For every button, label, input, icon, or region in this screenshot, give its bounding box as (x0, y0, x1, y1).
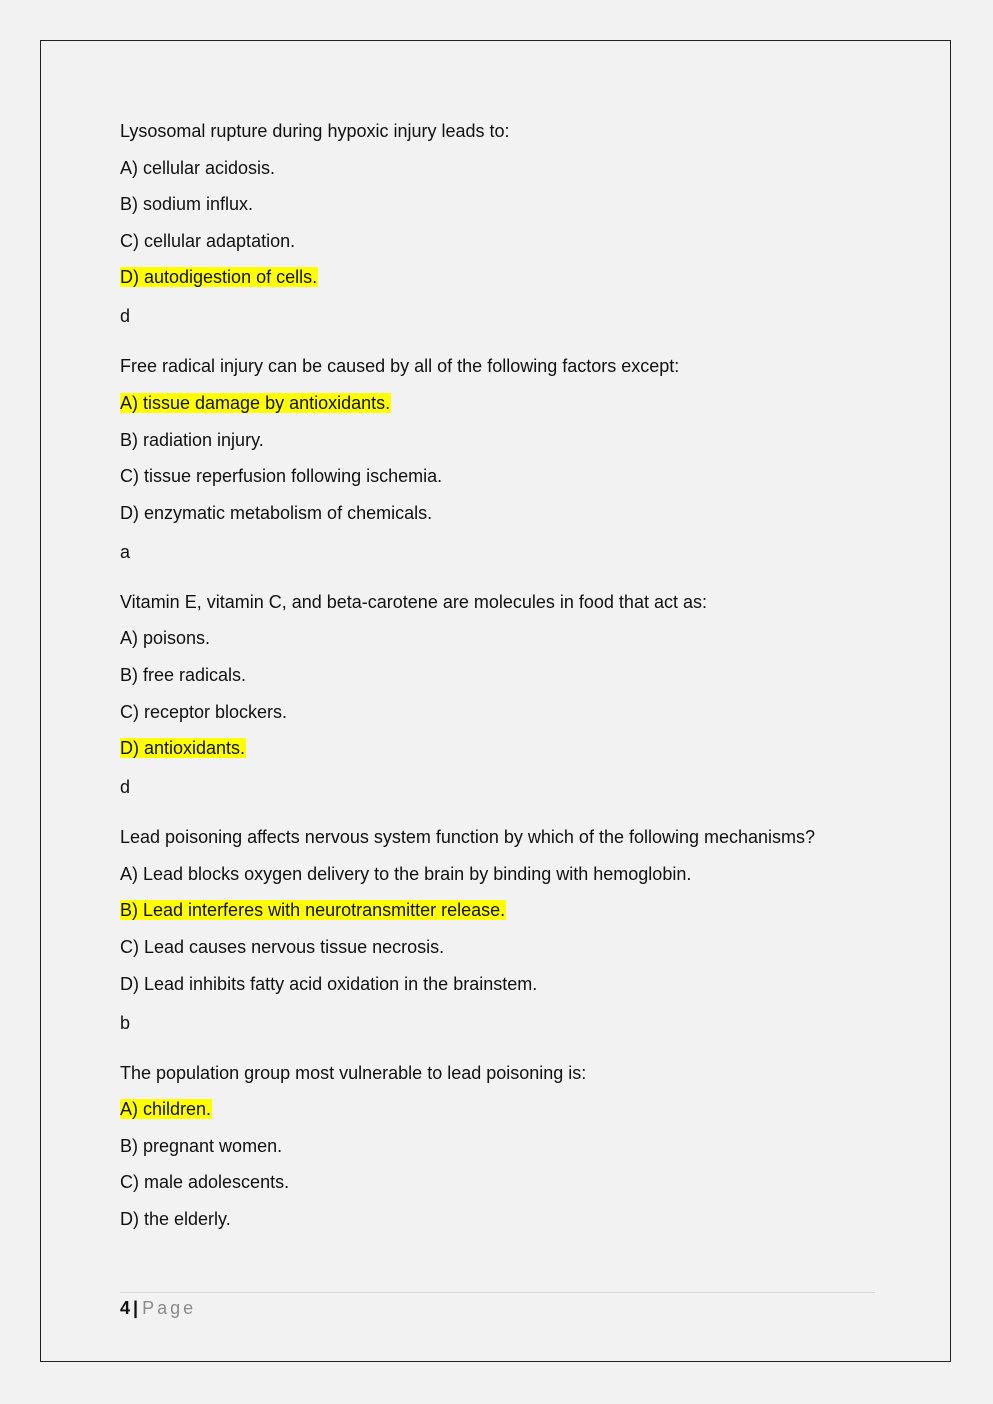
option-a-highlighted: A) children. (120, 1099, 212, 1120)
question-stem: Lysosomal rupture during hypoxic injury leads to: (120, 121, 510, 141)
question-stem: The population group most vulnerable to lead poisoning is: (120, 1062, 587, 1083)
question-stem: Lead poisoning affects nervous system function by which of the following mechanisms? (120, 827, 816, 848)
question-block (120, 589, 880, 800)
question-stem: Free radical injury can be caused by all of the following factors except: (120, 356, 680, 377)
document-body (120, 118, 880, 1242)
option-d: D) enzymatic metabolism of chemicals. (120, 502, 433, 523)
footer-divider (120, 1292, 875, 1293)
option-c: C) tissue reperfusion following ischemia. (120, 466, 443, 487)
option-d: D) Lead inhibits fatty acid oxidation in the brainstem. (120, 973, 538, 994)
option-a: A) poisons. (120, 628, 211, 649)
option-a: A) Lead blocks oxygen delivery to the brain by binding with hemoglobin. (120, 863, 692, 884)
question-block (120, 1060, 880, 1232)
answer-key: d (120, 777, 131, 798)
option-b-highlighted: B) Lead interferes with neurotransmitter release. (120, 900, 506, 921)
footer-separator: | (133, 1298, 139, 1318)
option-d-highlighted: D) antioxidants. (120, 738, 246, 759)
option-d: D) the elderly. (120, 1208, 231, 1229)
page-footer (120, 1296, 196, 1320)
question-block (120, 353, 880, 564)
option-c: C) receptor blockers. (120, 701, 288, 722)
option-b: B) pregnant women. (120, 1135, 283, 1156)
question-stem: Vitamin E, vitamin C, and beta-carotene are molecules in food that act as: (120, 591, 707, 612)
answer-key: d (120, 306, 131, 327)
question-block (120, 824, 880, 1035)
page-label: Page (142, 1298, 197, 1318)
answer-key: b (120, 1012, 131, 1033)
option-a-highlighted: A) tissue damage by antioxidants. (120, 392, 391, 413)
option-b: B) sodium influx. (120, 194, 254, 215)
question-block (120, 118, 880, 329)
option-c: C) cellular adaptation. (120, 230, 296, 251)
option-c: C) Lead causes nervous tissue necrosis. (120, 936, 445, 957)
answer-key: a (120, 541, 131, 562)
page-number: 4 (120, 1298, 131, 1318)
option-b: B) free radicals. (120, 664, 247, 685)
option-c: C) male adolescents. (120, 1172, 290, 1193)
option-a: A) cellular acidosis. (120, 157, 276, 178)
option-b: B) radiation injury. (120, 429, 264, 450)
option-d-highlighted: D) autodigestion of cells. (120, 267, 318, 288)
